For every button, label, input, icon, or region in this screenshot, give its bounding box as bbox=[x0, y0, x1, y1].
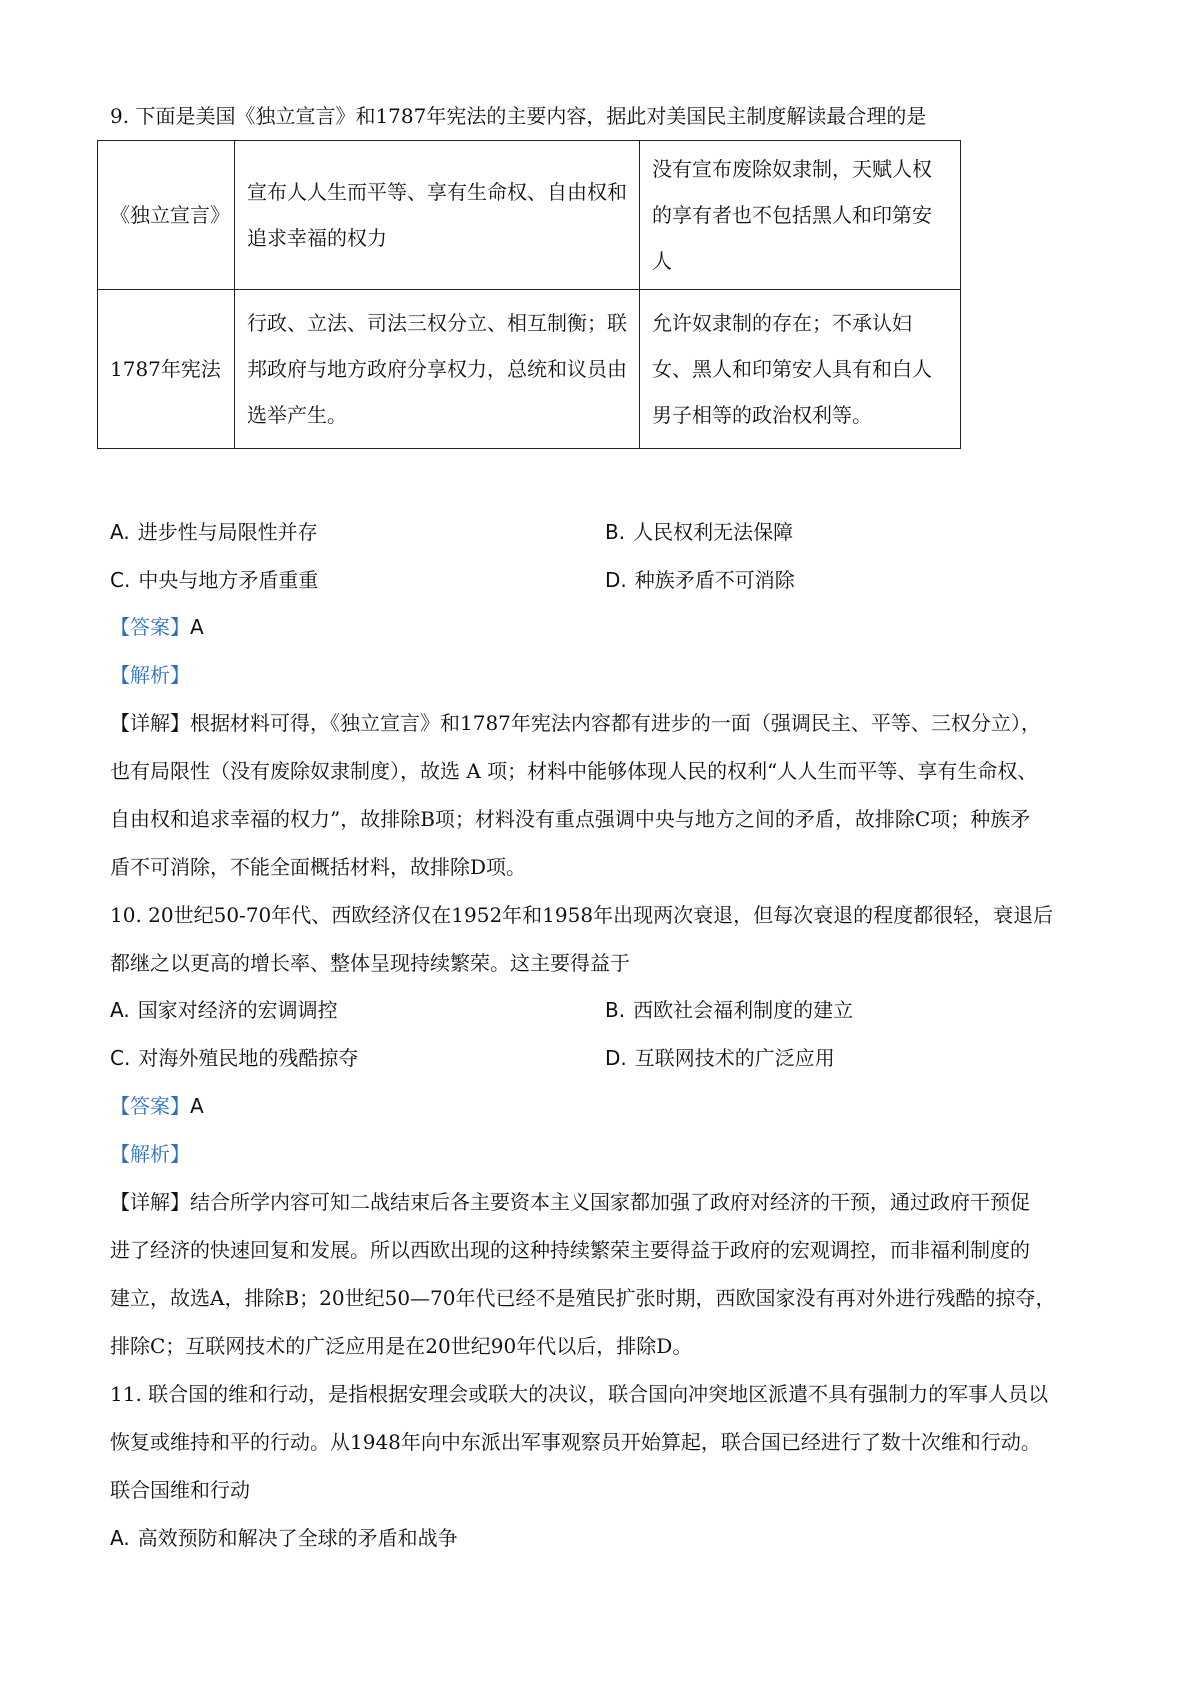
answer-tag: 【答案】 bbox=[110, 615, 190, 639]
option-text: 进步性与局限性并存 bbox=[137, 520, 318, 544]
q10-option-c bbox=[110, 1034, 358, 1082]
q11-stem-line: 联合国维和行动 bbox=[110, 1478, 250, 1502]
answer-value: A bbox=[190, 615, 204, 639]
option-letter: C. bbox=[110, 1046, 131, 1070]
detail-tag: 【详解】 bbox=[110, 1190, 190, 1214]
q9-option-b bbox=[605, 508, 793, 556]
option-letter: B. bbox=[605, 998, 626, 1022]
table-cell: 允许奴隶制的存在；不承认妇女、黑人和印第安人具有和白人男子相等的政治权利等。 bbox=[640, 290, 961, 449]
q10-analysis bbox=[110, 1130, 1100, 1178]
option-letter: D. bbox=[605, 1046, 627, 1070]
table-row bbox=[98, 141, 961, 290]
q11-option-a bbox=[110, 1514, 458, 1562]
q10-option-d bbox=[605, 1034, 835, 1082]
table-cell: 行政、立法、司法三权分立、相互制衡；联邦政府与地方政府分享权力，总统和议员由选举产生。 bbox=[235, 290, 640, 449]
q11-stem-line: 恢复或维持和平的行动。从1948年向中东派出军事观察员开始算起，联合国已经进行了数十次维和行动。 bbox=[110, 1430, 1041, 1454]
q9-detail-line: 盾不可消除，不能全面概括材料，故排除D项。 bbox=[110, 855, 527, 879]
q10-option-a bbox=[110, 986, 338, 1034]
option-text: 人民权利无法保障 bbox=[633, 520, 794, 544]
option-letter: A. bbox=[110, 998, 130, 1022]
q10-detail-line bbox=[110, 1178, 1100, 1226]
detail-text: 根据材料可得，《独立宣言》和1787年宪法内容都有进步的一面（强调民主、平等、三权分立）， bbox=[190, 711, 1041, 735]
answer-value: A bbox=[190, 1094, 204, 1118]
option-text: 互联网技术的广泛应用 bbox=[634, 1046, 835, 1070]
option-letter: D. bbox=[605, 568, 627, 592]
option-text: 对海外殖民地的残酷掠夺 bbox=[138, 1046, 359, 1070]
q10-detail-line: 排除C；互联网技术的广泛应用是在20世纪90年代以后，排除D。 bbox=[110, 1334, 693, 1358]
analysis-tag: 【解析】 bbox=[110, 1142, 190, 1166]
option-letter: A. bbox=[110, 1526, 130, 1550]
q9-detail-line: 也有局限性（没有废除奴隶制度），故选 A 项；材料中能够体现人民的权利“人人生而平等、享有生命权、 bbox=[110, 759, 1038, 783]
q9-option-c bbox=[110, 556, 318, 604]
option-letter: B. bbox=[605, 520, 626, 544]
q10-stem-line: 都继之以更高的增长率、整体呈现持续繁荣。这主要得益于 bbox=[110, 951, 630, 975]
detail-tag: 【详解】 bbox=[110, 711, 190, 735]
answer-tag: 【答案】 bbox=[110, 1094, 190, 1118]
option-text: 西欧社会福利制度的建立 bbox=[633, 998, 854, 1022]
table-cell: 宣布人人生而平等、享有生命权、自由权和追求幸福的权力 bbox=[235, 141, 640, 290]
q10-detail-line: 建立，故选A，排除B；20世纪50—70年代已经不是殖民扩张时期，西欧国家没有再对外进行残酷的掠夺， bbox=[110, 1286, 1056, 1310]
q9-stem: 9. 下面是美国《独立宣言》和1787年宪法的主要内容，据此对美国民主制度解读最合理的是 bbox=[110, 104, 927, 128]
q10-detail-line: 进了经济的快速回复和发展。所以西欧出现的这种持续繁荣主要得益于政府的宏观调控，而非福利制度的 bbox=[110, 1238, 1030, 1262]
q9-detail-line bbox=[110, 699, 1100, 747]
q9-answer bbox=[110, 603, 1100, 651]
q9-analysis bbox=[110, 651, 1100, 699]
q10-option-b bbox=[605, 986, 853, 1034]
option-text: 国家对经济的宏调调控 bbox=[137, 998, 338, 1022]
option-text: 中央与地方矛盾重重 bbox=[138, 568, 319, 592]
detail-text: 结合所学内容可知二战结束后各主要资本主义国家都加强了政府对经济的干预，通过政府干预促 bbox=[190, 1190, 1030, 1214]
q9-option-a bbox=[110, 508, 318, 556]
table-row bbox=[98, 290, 961, 449]
table-cell: 《独立宣言》 bbox=[98, 141, 235, 290]
q11-stem-line: 11. 联合国的维和行动，是指根据安理会或联大的决议，联合国向冲突地区派遣不具有强制力的军事人员以 bbox=[110, 1382, 1049, 1406]
q9-option-d bbox=[605, 556, 795, 604]
q9-table bbox=[97, 140, 961, 449]
option-text: 种族矛盾不可消除 bbox=[634, 568, 795, 592]
q10-stem-line: 10. 20世纪50-70年代、西欧经济仅在1952年和1958年出现两次衰退，但每次衰退的程度都很轻，衰退后 bbox=[110, 903, 1054, 927]
q9-detail-line: 自由权和追求幸福的权力”，故排除B项；材料没有重点强调中央与地方之间的矛盾，故排除C项；种族矛 bbox=[110, 807, 1031, 831]
q10-answer bbox=[110, 1082, 1100, 1130]
table-cell: 1787年宪法 bbox=[98, 290, 235, 449]
option-letter: A. bbox=[110, 520, 130, 544]
option-letter: C. bbox=[110, 568, 131, 592]
option-text: 高效预防和解决了全球的矛盾和战争 bbox=[137, 1526, 458, 1550]
table-cell: 没有宣布废除奴隶制，天赋人权的享有者也不包括黑人和印第安人 bbox=[640, 141, 961, 290]
analysis-tag: 【解析】 bbox=[110, 663, 190, 687]
